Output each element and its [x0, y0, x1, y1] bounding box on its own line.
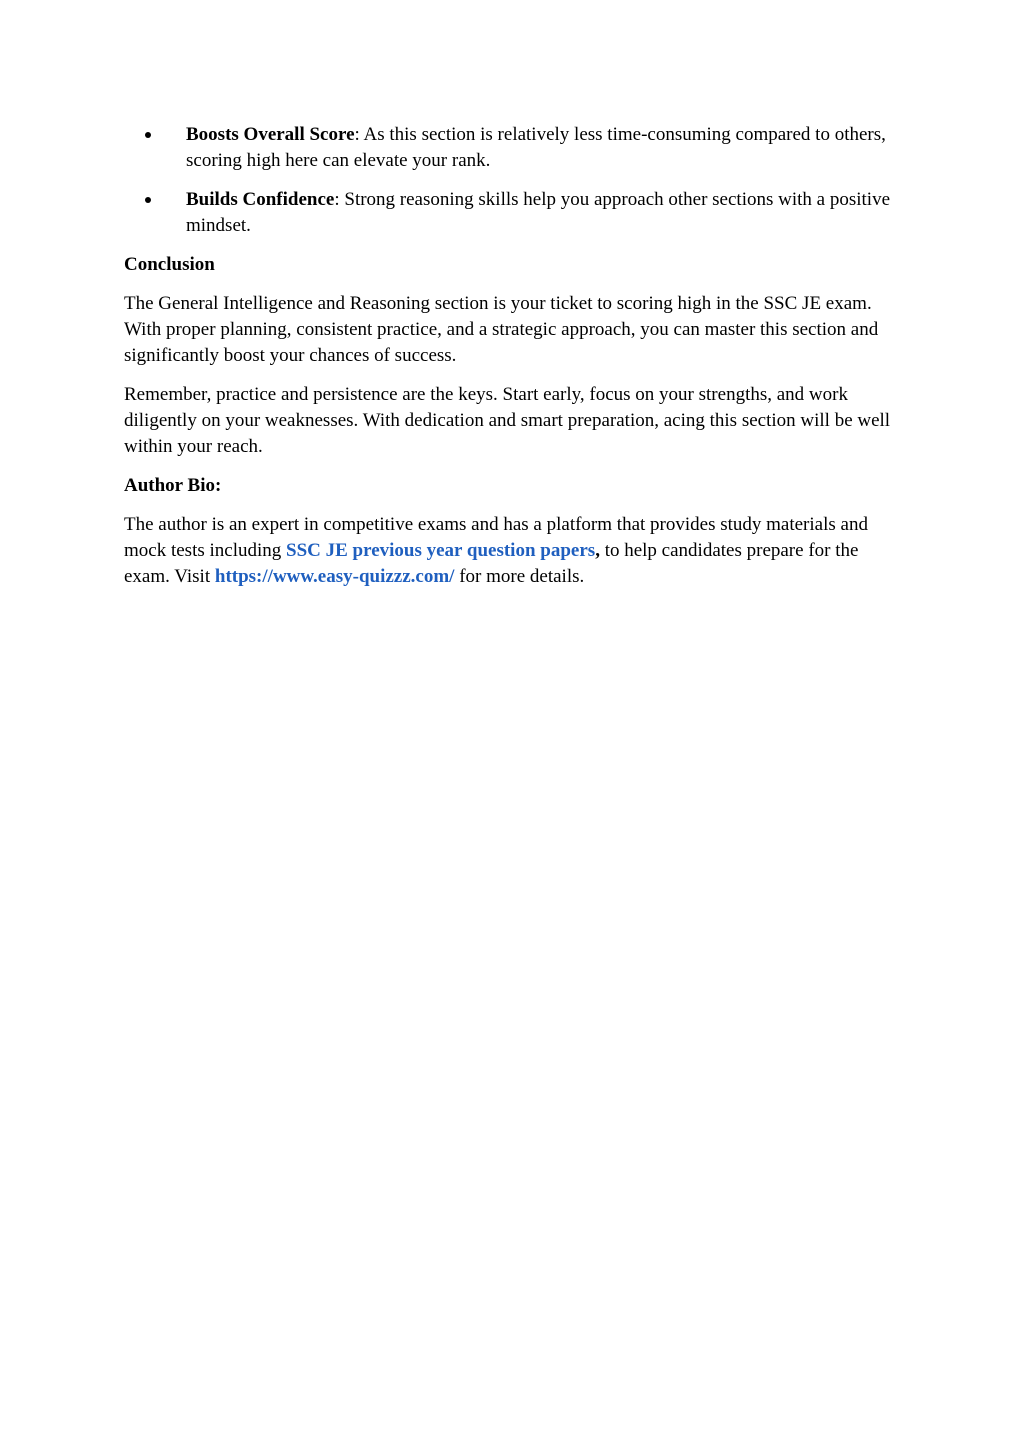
author-bio-heading: Author Bio: — [124, 475, 222, 496]
conclusion-paragraph-1: The General Intelligence and Reasoning section is your ticket to scoring high in the SSC JE exam. With proper planning, consistent practice, and a strategic approach, you can master this section and significantly boost your chances of success. — [124, 293, 879, 366]
author-bio-paragraph — [124, 512, 904, 590]
bullet-icon — [145, 197, 151, 203]
author-comma: , — [595, 540, 600, 561]
bullet-icon — [145, 132, 151, 138]
bullet-term: Builds Confidence — [186, 189, 335, 210]
author-text-start: The author is an expert in competitive exams and has a platform that provides study materials and mock tests including — [124, 514, 868, 561]
bullet-text: : Strong reasoning skills help you approach other sections with a positive mindset. — [186, 189, 891, 236]
author-text-middle: to help candidates prepare for the exam. Visit — [124, 540, 859, 587]
list-item — [124, 187, 904, 239]
benefits-list — [124, 122, 904, 239]
conclusion-paragraph-2: Remember, practice and persistence are the keys. Start early, focus on your strengths, and work diligently on your weaknesses. With dedication and smart preparation, acing this section will be well within your reach. — [124, 384, 891, 457]
website-link[interactable]: https://www.easy-quizzz.com/ — [214, 566, 455, 587]
conclusion-heading: Conclusion — [124, 254, 215, 275]
list-item — [124, 122, 904, 174]
bullet-term: Boosts Overall Score — [186, 124, 355, 145]
author-text-end: for more details. — [454, 566, 585, 587]
ssc-je-papers-link[interactable]: SSC JE previous year question papers — [286, 540, 596, 561]
bullet-text: : As this section is relatively less time-consuming compared to others, scoring high here can elevate your rank. — [186, 124, 886, 171]
document-page — [124, 122, 904, 603]
